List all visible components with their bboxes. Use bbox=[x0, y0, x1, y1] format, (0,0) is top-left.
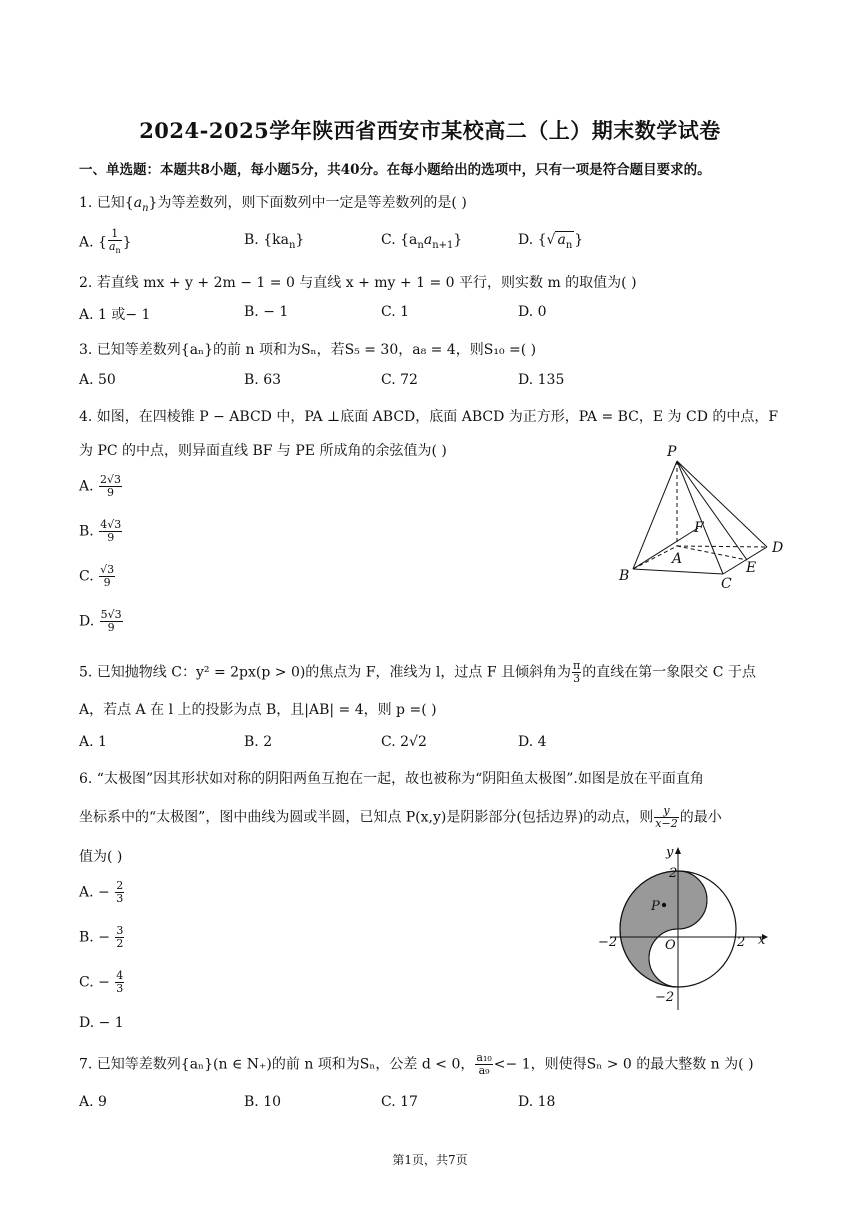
tick-label-right: 2 bbox=[737, 935, 746, 950]
q3-option-d: D. 135 bbox=[518, 372, 565, 388]
tick-label-left: −2 bbox=[598, 935, 618, 950]
vertex-label-f: F bbox=[694, 520, 704, 536]
page-footer: 第1页，共7页 bbox=[392, 1153, 468, 1167]
q2-option-a: A. 1 或− 1 bbox=[79, 307, 151, 323]
pyramid-figure bbox=[610, 440, 795, 590]
q7-option-c: C. 17 bbox=[381, 1094, 418, 1110]
q1-option-c: C. $\{a_na_{n+1}\}$ bbox=[381, 232, 463, 251]
question-3: 3. 已知等差数列{aₙ}的前 n 项和为Sₙ，若S₅ = 30，a₈ = 4，则S₁₀ =( ) bbox=[79, 342, 537, 358]
section-heading: 一、单选题：本题共8小题，每小题5分，共40分。在每小题给出的选项中，只有一项是符合题目要求的。 bbox=[79, 162, 711, 178]
q2-option-d: D. 0 bbox=[518, 304, 547, 320]
q7-option-b: B. 10 bbox=[244, 1094, 282, 1110]
page-title: 2024-2025学年陕西省西安市某校高二（上）期末数学试卷 bbox=[139, 118, 721, 143]
question-6-line-1: 6. “太极图”因其形状如对称的阴阳两鱼互抱在一起，故也被称为“阴阳鱼太极图”.如图是放在平面直角 bbox=[79, 771, 704, 787]
taiji-figure bbox=[590, 840, 780, 1020]
q4-option-a: A. $\frac{2√3}{9}$ bbox=[79, 473, 122, 499]
q3-option-a: A. 50 bbox=[79, 372, 116, 388]
q6-option-c: C. − $\frac{4}{3}$ bbox=[79, 969, 124, 995]
q1-option-a: A. { $\frac{1}{a_n}$ } bbox=[79, 227, 132, 256]
axis-label-x: x bbox=[758, 933, 766, 948]
q3-option-c: C. 72 bbox=[381, 372, 418, 388]
q5-option-c: C. 2√2 bbox=[381, 734, 427, 750]
q3-option-b: B. 63 bbox=[244, 372, 282, 388]
point-label-p: P bbox=[651, 899, 660, 914]
question-1: 1. 已知$\{a_n\}$为等差数列，则下面数列中一定是等差数列的是( ) bbox=[79, 195, 467, 214]
vertex-label-e: E bbox=[746, 560, 757, 576]
question-4-line-1: 4. 如图，在四棱锥 P − ABCD 中，PA ⊥底面 ABCD，底面 ABCD 为正方形，PA = BC，E 为 CD 的中点，F bbox=[79, 409, 779, 425]
q4-option-b: B. $\frac{4√3}{9}$ bbox=[79, 518, 122, 544]
vertex-label-c: C bbox=[721, 576, 732, 590]
vertex-label-b: B bbox=[619, 568, 630, 584]
q4-option-c: C. $\frac{√3}{9}$ bbox=[79, 563, 115, 589]
q5-option-b: B. 2 bbox=[244, 734, 273, 750]
vertex-label-p: P bbox=[667, 444, 677, 460]
question-6-line-2: 坐标系中的“太极图”，图中曲线为圆或半圆，已知点 P(x,y)是阴影部分(包括边界)的动点，则 $\frac{y}{x-2}$ 的最小 bbox=[79, 804, 722, 830]
q6-option-a: A. − $\frac{2}{3}$ bbox=[79, 879, 124, 905]
tick-label-bottom: −2 bbox=[655, 990, 675, 1005]
question-5-line-1: 5. 已知抛物线 C：y² = 2px(p > 0)的焦点为 F，准线为 l，过点 F 且倾斜角为 $\frac{\pi}{3}$ 的直线在第一象限交 C 于点 bbox=[79, 659, 756, 685]
question-2: 2. 若直线 mx + y + 2m − 1 = 0 与直线 x + my + 1 = 0 平行，则实数 m 的取值为( ) bbox=[79, 275, 637, 291]
q1-option-b: B. $\{ka_n\}$ bbox=[244, 232, 305, 251]
question-6-line-3: 值为( ) bbox=[79, 849, 123, 865]
q6-option-d: D. − 1 bbox=[79, 1015, 124, 1031]
question-5-line-2: A，若点 A 在 l 上的投影为点 B，且|AB| = 4，则 p =( ) bbox=[79, 702, 437, 718]
q5-option-a: A. 1 bbox=[79, 734, 107, 750]
vertex-label-a: A bbox=[672, 551, 683, 567]
q6-option-b: B. − $\frac{3}{2}$ bbox=[79, 924, 124, 950]
q1-option-d: D. {√ $a_n$ } bbox=[518, 232, 584, 251]
vertex-label-d: D bbox=[772, 540, 784, 556]
q7-option-a: A. 9 bbox=[79, 1094, 107, 1110]
question-4-line-2: 为 PC 的中点，则异面直线 BF 与 PE 所成角的余弦值为( ) bbox=[79, 443, 447, 459]
q7-option-d: D. 18 bbox=[518, 1094, 556, 1110]
tick-label-top: 2 bbox=[669, 866, 678, 881]
origin-label: O bbox=[665, 938, 676, 953]
q2-option-b: B. − 1 bbox=[244, 304, 289, 320]
question-7: 7. 已知等差数列{aₙ}(n ∈ N₊)的前 n 项和为Sₙ，公差 d < 0， $\frac{\text{a₁₀}}{\text{a₉}}$ <− 1，则使得Sₙ > 0 的最大整数 n 为( ) bbox=[79, 1051, 754, 1077]
q4-option-d: D. $\frac{5√3}{9}$ bbox=[79, 608, 122, 634]
axis-label-y: y bbox=[666, 845, 674, 860]
q5-option-d: D. 4 bbox=[518, 734, 547, 750]
q2-option-c: C. 1 bbox=[381, 304, 410, 320]
